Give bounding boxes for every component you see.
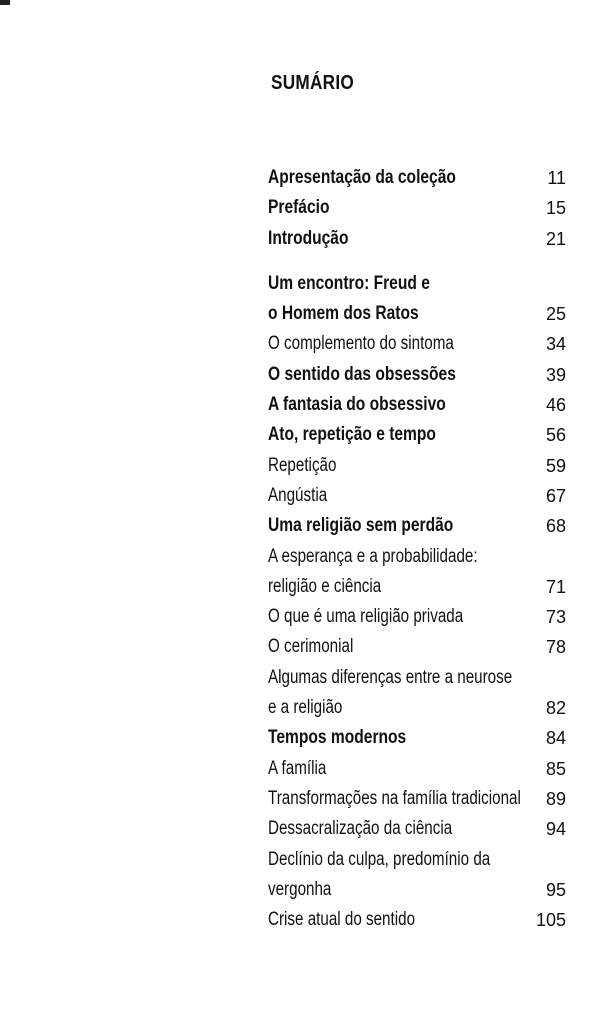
toc-section: [268, 784, 566, 814]
page-edge-mark: [0, 0, 10, 5]
toc-chapter: [268, 224, 566, 254]
toc-entry-title: Repetição: [268, 454, 337, 476]
toc-chapter: [268, 163, 566, 193]
toc-entry-title: religião e ciência: [268, 575, 382, 597]
toc-entry-title: A fantasia do obsessivo: [268, 394, 446, 416]
toc-entry-title: Transformações na família tradicional: [268, 787, 521, 809]
toc-entry-title: Introdução: [268, 227, 349, 249]
toc-chapter: [268, 360, 566, 390]
toc-page-number: 68: [545, 516, 566, 537]
toc-entry-title: Algumas diferenças entre a neurose: [268, 666, 513, 688]
toc-section: [268, 663, 566, 724]
toc-page-number: 46: [545, 395, 566, 416]
toc-entry-title: Declínio da culpa, predomínio da: [268, 848, 491, 870]
toc-entry-title: Tempos modernos: [268, 727, 407, 749]
toc-page-number: 59: [545, 455, 566, 476]
toc-entry-title: A esperança e a probabilidade:: [268, 545, 478, 567]
toc-page-number: 82: [545, 698, 566, 719]
toc-section: [268, 754, 566, 784]
toc-entry-title: Um encontro: Freud e: [268, 272, 430, 294]
toc-page-number: 71: [545, 576, 566, 597]
toc-page-number: 73: [545, 607, 566, 628]
toc-section: [268, 481, 566, 511]
toc-chapter: [268, 420, 566, 450]
toc-chapter: [268, 269, 566, 330]
section-gap: [268, 254, 566, 269]
toc-page-number: 84: [545, 728, 566, 749]
toc-entry-title: O cerimonial: [268, 636, 354, 658]
toc-entry-title: e a religião: [268, 697, 343, 719]
toc-page-number: 11: [547, 168, 566, 188]
toc-chapter: [268, 511, 566, 541]
table-of-contents: [268, 163, 566, 935]
toc-page-number: 95: [545, 879, 566, 900]
toc-entry-title: A família: [268, 757, 327, 779]
toc-entry-title: Apresentação da coleção: [268, 167, 456, 188]
toc-section: [268, 602, 566, 632]
toc-entry-title: Angústia: [268, 484, 328, 506]
toc-page-number: 34: [545, 334, 566, 355]
toc-section: [268, 329, 566, 359]
toc-page-number: 56: [545, 425, 566, 446]
toc-entry-title: o Homem dos Ratos: [268, 303, 419, 325]
page-title: SUMÁRIO: [271, 72, 355, 94]
toc-page-number: 67: [545, 485, 566, 506]
toc-entry-title: Dessacralização da ciência: [268, 818, 453, 840]
toc-entry-title: O complemento do sintoma: [268, 333, 454, 355]
toc-entry-title: Ato, repetição e tempo: [268, 424, 436, 446]
toc-entry-title: Prefácio: [268, 197, 330, 219]
toc-chapter: [268, 723, 566, 753]
toc-page-number: 39: [545, 364, 566, 385]
toc-page-number: 89: [545, 788, 566, 809]
toc-entry-title: Crise atual do sentido: [268, 909, 416, 931]
toc-entry-title: Uma religião sem perdão: [268, 515, 454, 537]
toc-section: [268, 632, 566, 662]
toc-page-number: 21: [545, 228, 566, 249]
toc-chapter: [268, 193, 566, 223]
toc-entry-title: O sentido das obsessões: [268, 363, 456, 385]
toc-page-number: 15: [545, 198, 566, 219]
toc-chapter: [268, 390, 566, 420]
toc-page-number: 25: [545, 304, 566, 325]
toc-page-number: 105: [535, 910, 566, 931]
toc-section: [268, 451, 566, 481]
toc-page-number: 78: [545, 637, 566, 658]
toc-section: [268, 542, 566, 603]
toc-entry-title: O que é uma religião privada: [268, 606, 464, 628]
toc-section: [268, 814, 566, 844]
toc-section: [268, 905, 566, 935]
toc-entry-title: vergonha: [268, 878, 332, 900]
toc-page-number: 94: [545, 819, 566, 840]
toc-page-number: 85: [545, 758, 566, 779]
toc-section: [268, 845, 566, 906]
